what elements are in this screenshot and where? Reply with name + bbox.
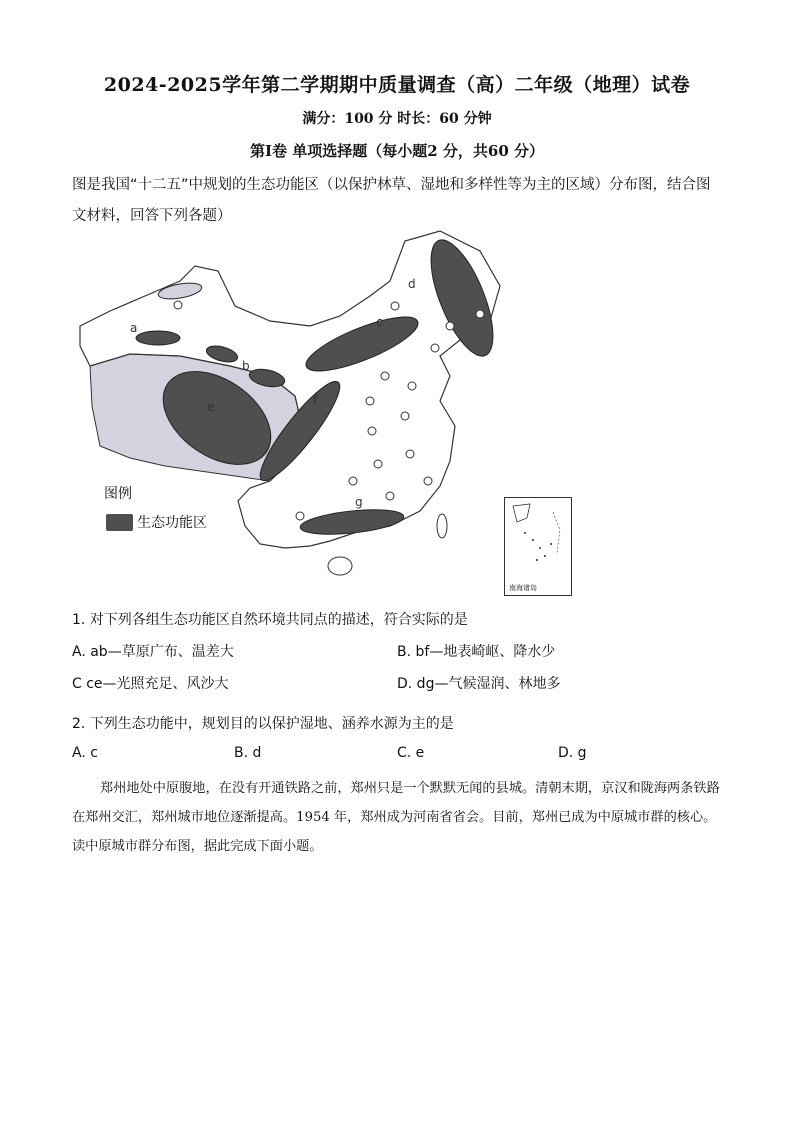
zone-c (300, 307, 423, 382)
legend-row (106, 512, 207, 532)
label-c: c (376, 315, 383, 329)
zone-a (136, 331, 180, 345)
section-heading: 第Ⅰ卷 单项选择题（每小题2 分，共60 分） (250, 142, 544, 160)
label-b: b (242, 359, 250, 373)
legend-label: 生态功能区 (137, 515, 207, 531)
zone-north (157, 280, 203, 301)
label-a: a (130, 321, 138, 335)
label-d: d (408, 277, 416, 291)
question-2-option-a: A. c (72, 745, 98, 761)
taiwan-island (437, 514, 447, 538)
exam-title: 2024-2025学年第二学期期中质量调查（高）二年级（地理）试卷 (103, 74, 691, 96)
label-f: f (313, 393, 318, 407)
question-1-option-b: B. bf—地表崎岖、降水少 (397, 644, 556, 660)
passage-text: 郑州地处中原腹地，在没有开通铁路之前，郑州只是一个默默无闻的县城。清朝末期，京汉和陇海两条铁路在郑州交汇，郑州城市地位逐渐提高。1954 年，郑州成为河南省省会。目前，郑州已成为中原城市群的核心。读中原城市群分布图，据此完成下面小题。 (72, 781, 720, 854)
question-2-stem: 2. 下列生态功能中，规划目的以保护湿地、涵养水源为主的是 (72, 716, 454, 732)
question-2-option-c: C. e (397, 745, 425, 761)
inset-map (505, 498, 571, 580)
label-g: g (355, 495, 363, 509)
question-1-option-d: D. dg—气候湿润、林地多 (397, 676, 561, 692)
south-china-sea-inset (504, 497, 572, 596)
question-1-option-c: C ce—光照充足、风沙大 (72, 676, 229, 692)
question-1-stem: 1. 对下列各组生态功能区自然环境共同点的描述，符合实际的是 (72, 612, 468, 628)
intro-text: 图是我国“十二五”中规划的生态功能区（以保护林草、湿地和多样性等为主的区域）分布图，结合图文材料，回答下列各题） (72, 177, 711, 224)
question-2-option-b: B. d (234, 745, 262, 761)
question-2-option-d: D. g (558, 745, 587, 761)
inset-label: 南海诸岛 (509, 584, 537, 592)
exam-meta: 满分：100 分 时长：60 分钟 (302, 111, 492, 127)
zone-d (418, 232, 505, 363)
question-1-option-a: A. ab—草原广布、温差大 (72, 644, 234, 660)
legend-title: 图例 (104, 486, 132, 502)
hainan-island (328, 557, 352, 575)
legend-swatch (106, 514, 133, 531)
zone-g (299, 506, 405, 539)
label-e: e (207, 400, 215, 414)
